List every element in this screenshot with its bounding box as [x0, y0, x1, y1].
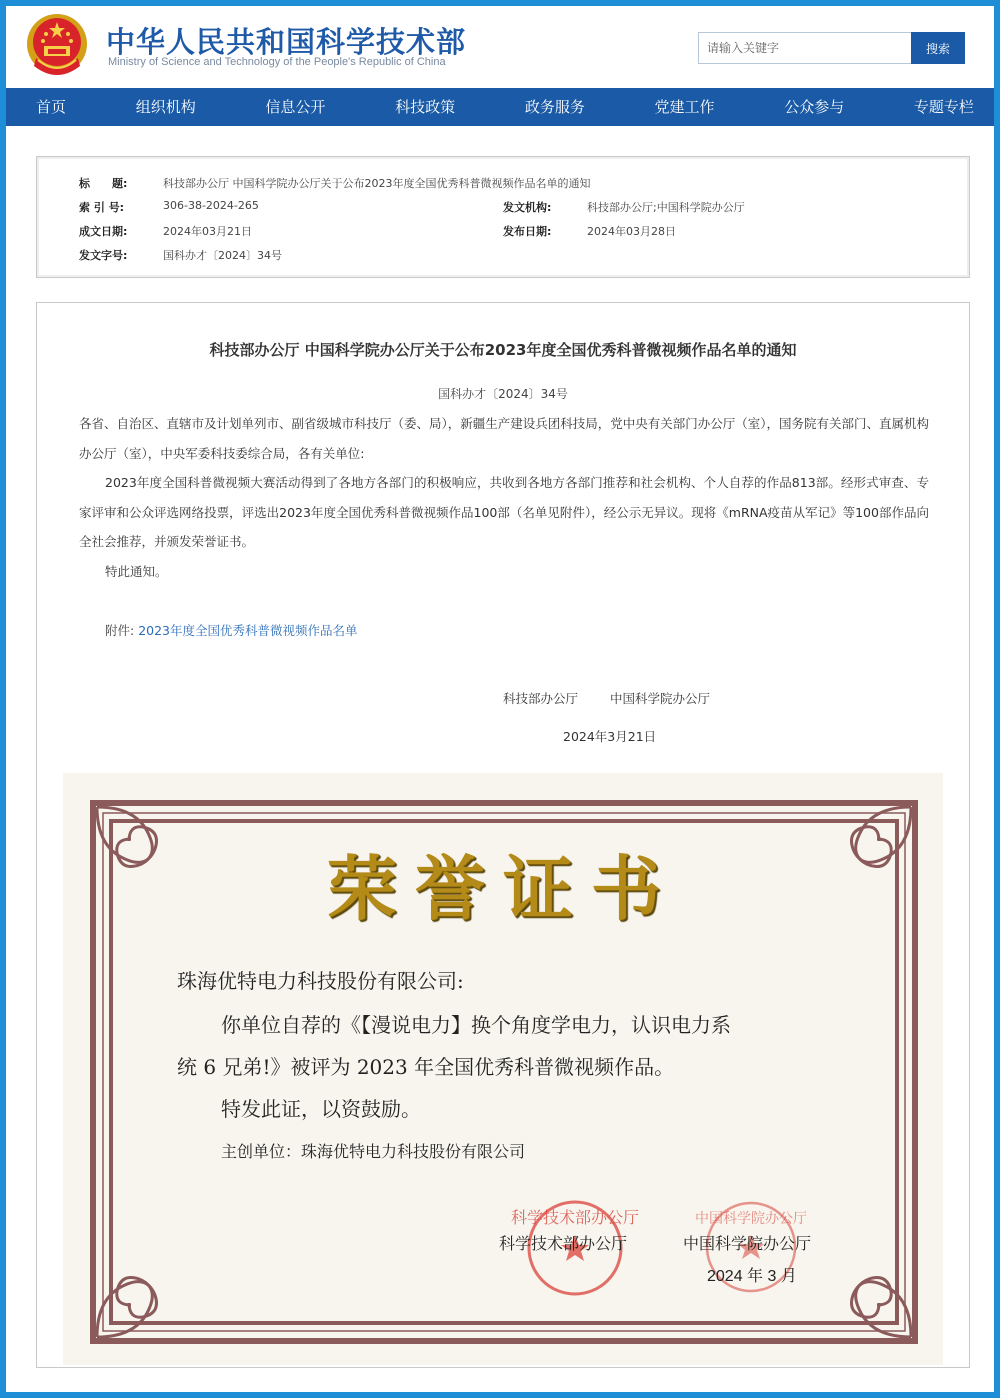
article-paragraph: 2023年度全国科普微视频大赛活动得到了各地方各部门的积极响应，共收到各地方各部门推荐和社会机构、个人自荐的作品813部。经形式审查、专家评审和公众评选网络投票，评选出2023年度全国优秀科普微视频作品100部（名单见附件），经公示无异议。现将《mRNA疫苗从军记》等100部作品向全社会推荐，并颁发荣誉证书。: [79, 475, 929, 549]
national-emblem-icon: [24, 10, 90, 84]
seal-1-text: 科学技术部办公厅: [510, 1208, 640, 1227]
certificate-heading: 荣誉证书: [327, 847, 679, 930]
certificate-date: 2024 年 3 月: [707, 1268, 797, 1285]
meta-index-label: 索 引 号:: [79, 201, 125, 214]
certificate-issuer-1: 科学技术部办公厅: [499, 1234, 628, 1253]
meta-issuer-label: 发文机构:: [503, 201, 552, 214]
certificate-recipient: 珠海优特电力科技股份有限公司:: [177, 969, 464, 993]
site-subtitle: Ministry of Science and Technology of the People's Republic of China: [108, 56, 446, 68]
certificate-line-1: 你单位自荐的《【漫说电力】换个角度学电力，认识电力系: [221, 1013, 731, 1037]
article-title: 科技部办公厅 中国科学院办公厅关于公布2023年度全国优秀科普微视频作品名单的通知: [209, 341, 797, 359]
certificate-issuer-2: 中国科学院办公厅: [683, 1234, 812, 1253]
honor-certificate-image: [63, 773, 943, 1365]
article-body: [36, 302, 970, 1368]
seal-2-text: 中国科学院办公厅: [695, 1211, 807, 1227]
main-nav: [6, 88, 994, 126]
signature-date: 2024年3月21日: [563, 729, 657, 744]
certificate-line-3: 特发此证，以资鼓励。: [221, 1097, 421, 1121]
meta-created-value: 2024年03月21日: [163, 225, 252, 238]
certificate-line-2: 统 6 兄弟!》被评为 2023 年全国优秀科普微视频作品。: [177, 1055, 675, 1079]
meta-docno-label: 发文字号:: [79, 249, 128, 262]
meta-created-label: 成文日期:: [79, 225, 128, 238]
article-addressee: 各省、自治区、直辖市及计划单列市、副省级城市科技厅（委、局），新疆生产建设兵团科技局，党中央有关部门办公厅（室），国务院有关部门、直属机构办公厅（室），中央军委科技委综合局，各有关单位:: [79, 416, 930, 461]
nav-item-topics[interactable]: 专题专栏: [913, 98, 974, 116]
nav-item-policy[interactable]: 科技政策: [395, 98, 456, 116]
site-title: 中华人民共和国科学技术部: [106, 25, 467, 59]
attachment-row: [105, 621, 358, 639]
article-doc-number: 国科办才〔2024〕34号: [438, 387, 568, 401]
search-input[interactable]: [698, 32, 912, 64]
certificate-producer: 主创单位：珠海优特电力科技股份有限公司: [221, 1142, 526, 1161]
meta-published-label: 发布日期:: [503, 225, 552, 238]
meta-published-value: 2024年03月28日: [587, 225, 676, 238]
meta-index-value: 306-38-2024-265: [163, 199, 259, 212]
signature-org-2: 中国科学院办公厅: [609, 691, 710, 706]
meta-title-label: 标 题:: [79, 177, 128, 190]
nav-item-home[interactable]: 首页: [36, 98, 67, 116]
attachment-link[interactable]: 2023年度全国优秀科普微视频作品名单: [138, 623, 358, 638]
nav-item-party[interactable]: 党建工作: [654, 98, 715, 116]
page-frame: [6, 6, 994, 1392]
signature-orgs: [503, 689, 710, 707]
search-button[interactable]: 搜索: [911, 32, 965, 64]
site-header: [6, 6, 994, 88]
attachment-label: 附件:: [105, 623, 135, 638]
signature-org-1: 科技部办公厅: [503, 691, 579, 706]
nav-item-services[interactable]: 政务服务: [524, 98, 585, 116]
nav-item-organization[interactable]: 组织机构: [135, 98, 196, 116]
nav-item-public[interactable]: 公众参与: [784, 98, 845, 116]
meta-docno-value: 国科办才〔2024〕34号: [163, 249, 282, 262]
meta-issuer-value: 科技部办公厅;中国科学院办公厅: [587, 201, 745, 214]
nav-item-info-disclosure[interactable]: 信息公开: [265, 98, 326, 116]
article-closing: 特此通知。: [105, 564, 168, 579]
document-metadata: [36, 156, 970, 278]
meta-title-value: 科技部办公厅 中国科学院办公厅关于公布2023年度全国优秀科普微视频作品名单的通知: [163, 177, 591, 190]
